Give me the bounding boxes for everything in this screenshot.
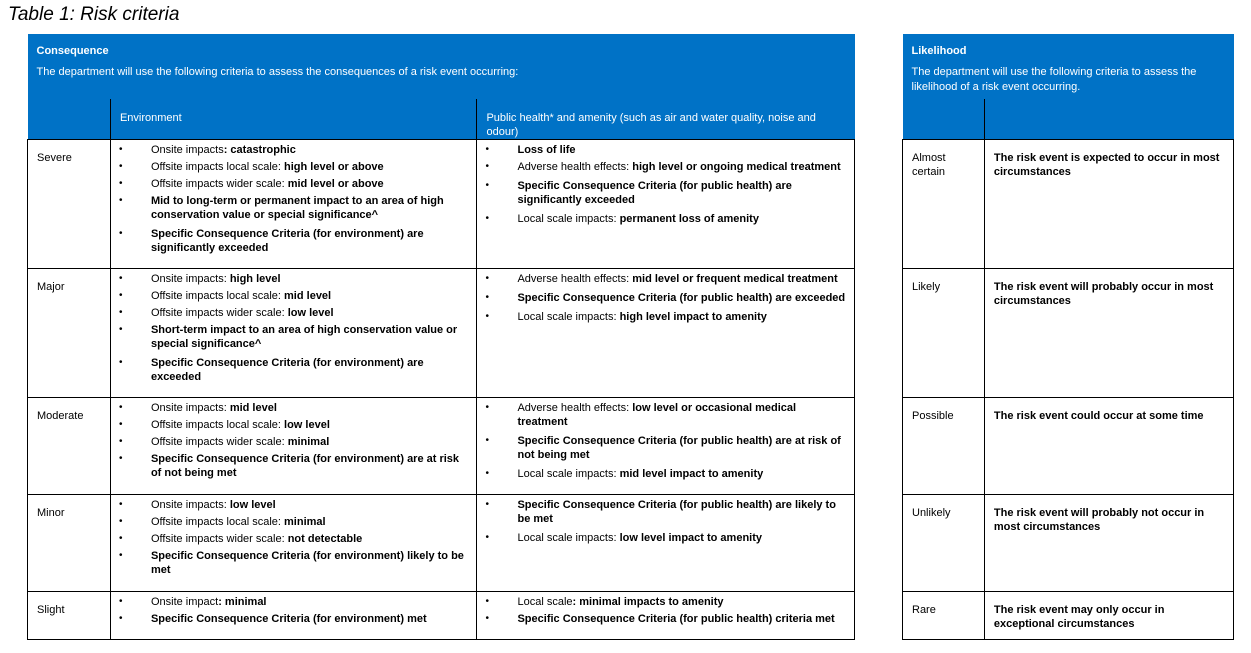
bullet-text: Onsite impacts <box>150 144 224 156</box>
bullet-text: Offsite impacts wider scale: <box>150 178 288 190</box>
bullet-emphasis: Specific Consequence Criteria (for public health) are likely to be met <box>517 499 836 525</box>
bullet-item <box>119 401 471 415</box>
bullet-text: Offsite impacts local scale: <box>150 419 285 431</box>
bullet-text: Offsite impacts wider scale: <box>150 307 288 319</box>
consequence-row <box>28 398 855 495</box>
likelihood-header-blank-left <box>903 99 985 139</box>
bullet-item <box>119 194 471 222</box>
bullet-emphasis: Specific Consequence Criteria (for environment) met <box>150 613 427 625</box>
bullet-text: Adverse health effects: <box>517 402 633 414</box>
environment-column-header: Environment <box>110 99 477 140</box>
likelihood-description-cell: The risk event could occur at some time <box>984 397 1233 494</box>
bullet-item <box>119 435 471 449</box>
bullet-emphasis: Specific Consequence Criteria (for environment) are at risk of not being met <box>150 453 460 479</box>
consequence-row <box>28 140 855 269</box>
bullet-text: Onsite impacts: <box>150 402 230 414</box>
bullet-item <box>485 291 848 305</box>
bullet-text: Adverse health effects: <box>517 161 633 173</box>
likelihood-header-blank-right <box>984 99 1233 139</box>
public-health-cell <box>477 495 855 592</box>
bullet-item <box>485 498 848 526</box>
bullet-emphasis: low level impact to amenity <box>619 532 763 544</box>
likelihood-row <box>903 268 1234 397</box>
consequence-row <box>28 269 855 398</box>
consequence-row <box>28 592 855 640</box>
public-health-column-header: Public health* and amenity (such as air and water quality, noise and odour) <box>477 99 855 140</box>
likelihood-description: The department will use the following criteria to assess the likelihood of a risk event occurring. <box>903 59 1234 99</box>
bullet-text: Offsite impacts local scale: <box>150 161 285 173</box>
bullet-item <box>485 179 848 207</box>
header-blank-cell <box>28 99 111 140</box>
environment-criteria-list <box>111 140 477 255</box>
bullet-item <box>119 306 471 320</box>
bullet-text: Local scale impacts: <box>517 311 620 323</box>
environment-cell <box>110 495 477 592</box>
bullet-item <box>485 212 848 226</box>
bullet-emphasis: Specific Consequence Criteria (for public health) are significantly exceeded <box>517 180 792 206</box>
consequence-row <box>28 495 855 592</box>
bullet-text: Local scale impacts: <box>517 468 620 480</box>
bullet-emphasis: mid level impact to amenity <box>619 468 764 480</box>
bullet-emphasis: mid level <box>229 402 277 414</box>
bullet-text: Offsite impacts wider scale: <box>150 436 288 448</box>
bullet-emphasis: : catastrophic <box>223 144 296 156</box>
bullet-item <box>119 356 471 384</box>
likelihood-row <box>903 591 1234 639</box>
bullet-text: Onsite impacts: <box>150 499 230 511</box>
public-health-criteria-list <box>477 269 854 324</box>
consequence-heading: Consequence <box>28 34 855 59</box>
consequence-description: The department will use the following criteria to assess the consequences of a risk event occurring: <box>28 59 855 99</box>
likelihood-rows <box>903 139 1234 639</box>
environment-criteria-list <box>111 495 477 577</box>
bullet-emphasis: Short-term impact to an area of high conservation value or special significance^ <box>150 324 458 350</box>
likelihood-row <box>903 139 1234 268</box>
public-health-criteria-list <box>477 398 854 481</box>
bullet-text: Adverse health effects: <box>517 273 633 285</box>
bullet-item <box>119 418 471 432</box>
environment-criteria-list <box>111 398 477 480</box>
likelihood-description-cell: The risk event will probably occur in most circumstances <box>984 268 1233 397</box>
bullet-emphasis: high level or ongoing medical treatment <box>632 161 841 173</box>
bullet-item <box>485 160 848 174</box>
likelihood-level: Possible <box>903 397 985 494</box>
bullet-emphasis: low level <box>287 307 334 319</box>
bullet-emphasis: Specific Consequence Criteria (for public health) are exceeded <box>517 292 846 304</box>
bullet-item <box>485 595 848 609</box>
bullet-emphasis: minimal <box>287 436 330 448</box>
public-health-criteria-list <box>477 140 854 226</box>
likelihood-table <box>902 34 1234 640</box>
bullet-emphasis: low level or occasional medical treatment <box>517 402 797 428</box>
public-health-cell <box>477 269 855 398</box>
bullet-item <box>119 595 471 609</box>
bullet-emphasis: high level impact to amenity <box>619 311 767 323</box>
bullet-emphasis: low level <box>284 419 330 431</box>
likelihood-row <box>903 397 1234 494</box>
bullet-emphasis: permanent loss of amenity <box>619 213 759 225</box>
bullet-item <box>485 310 848 324</box>
consequence-level: Severe <box>28 140 111 269</box>
bullet-text: Offsite impacts local scale: <box>150 290 285 302</box>
bullet-emphasis: mid level or above <box>287 178 384 190</box>
bullet-item <box>485 401 848 429</box>
bullet-text: Offsite impacts wider scale: <box>150 533 288 545</box>
bullet-item <box>119 177 471 191</box>
bullet-emphasis: : minimal impacts to amenity <box>572 596 724 608</box>
public-health-cell <box>477 398 855 495</box>
likelihood-description-cell: The risk event may only occur in exceptional circumstances <box>984 591 1233 639</box>
environment-cell <box>110 592 477 640</box>
bullet-item <box>119 227 471 255</box>
bullet-item <box>485 272 848 286</box>
bullet-text: Onsite impact <box>150 596 219 608</box>
bullet-emphasis: Specific Consequence Criteria (for public health) criteria met <box>517 613 835 625</box>
consequence-level: Minor <box>28 495 111 592</box>
bullet-item <box>119 160 471 174</box>
table-title: Table 1: Risk criteria <box>8 4 180 25</box>
likelihood-description-cell: The risk event is expected to occur in most circumstances <box>984 139 1233 268</box>
likelihood-level: Unlikely <box>903 494 985 591</box>
bullet-item <box>119 532 471 546</box>
bullet-item <box>119 549 471 577</box>
bullet-text: Local scale <box>517 596 573 608</box>
bullet-emphasis: high level or above <box>284 161 384 173</box>
bullet-emphasis: Specific Consequence Criteria (for environment) are exceeded <box>150 357 424 383</box>
bullet-item <box>119 515 471 529</box>
bullet-text: Local scale impacts: <box>517 532 620 544</box>
bullet-item <box>485 434 848 462</box>
bullet-item <box>119 289 471 303</box>
consequence-level: Slight <box>28 592 111 640</box>
bullet-emphasis: high level <box>229 273 281 285</box>
bullet-item <box>119 498 471 512</box>
bullet-item <box>485 143 848 157</box>
consequence-table <box>27 34 855 640</box>
environment-cell <box>110 269 477 398</box>
bullet-item <box>485 531 848 545</box>
environment-criteria-list <box>111 269 477 384</box>
environment-cell <box>110 140 477 269</box>
bullet-text: Local scale impacts: <box>517 213 620 225</box>
public-health-cell <box>477 592 855 640</box>
bullet-emphasis: Specific Consequence Criteria (for environment) likely to be met <box>150 550 464 576</box>
likelihood-level: Almost certain <box>903 139 985 268</box>
consequence-level: Major <box>28 269 111 398</box>
likelihood-level: Likely <box>903 268 985 397</box>
bullet-emphasis: Specific Consequence Criteria (for public health) are at risk of not being met <box>517 435 841 461</box>
bullet-emphasis: Specific Consequence Criteria (for environment) are significantly exceeded <box>150 228 424 254</box>
consequence-rows <box>28 140 855 640</box>
bullet-item <box>485 612 848 626</box>
bullet-emphasis: mid level <box>284 290 332 302</box>
likelihood-level: Rare <box>903 591 985 639</box>
likelihood-row <box>903 494 1234 591</box>
public-health-cell <box>477 140 855 269</box>
bullet-item <box>119 272 471 286</box>
consequence-level: Moderate <box>28 398 111 495</box>
bullet-text: Offsite impacts local scale: <box>150 516 285 528</box>
environment-criteria-list <box>111 592 477 626</box>
public-health-criteria-list <box>477 592 854 626</box>
likelihood-heading: Likelihood <box>903 34 1234 59</box>
bullet-text: Onsite impacts: <box>150 273 230 285</box>
bullet-emphasis: low level <box>229 499 276 511</box>
bullet-emphasis: : minimal <box>218 596 267 608</box>
bullet-emphasis: not detectable <box>287 533 363 545</box>
bullet-item <box>119 143 471 157</box>
bullet-item <box>119 612 471 626</box>
bullet-item <box>485 467 848 481</box>
bullet-emphasis: Mid to long-term or permanent impact to an area of high conservation value or special significance^ <box>150 195 444 221</box>
bullet-emphasis: Loss of life <box>517 144 576 156</box>
bullet-item <box>119 323 471 351</box>
bullet-emphasis: mid level or frequent medical treatment <box>632 273 838 285</box>
environment-cell <box>110 398 477 495</box>
bullet-emphasis: minimal <box>284 516 326 528</box>
bullet-item <box>119 452 471 480</box>
public-health-criteria-list <box>477 495 854 545</box>
likelihood-description-cell: The risk event will probably not occur in most circumstances <box>984 494 1233 591</box>
